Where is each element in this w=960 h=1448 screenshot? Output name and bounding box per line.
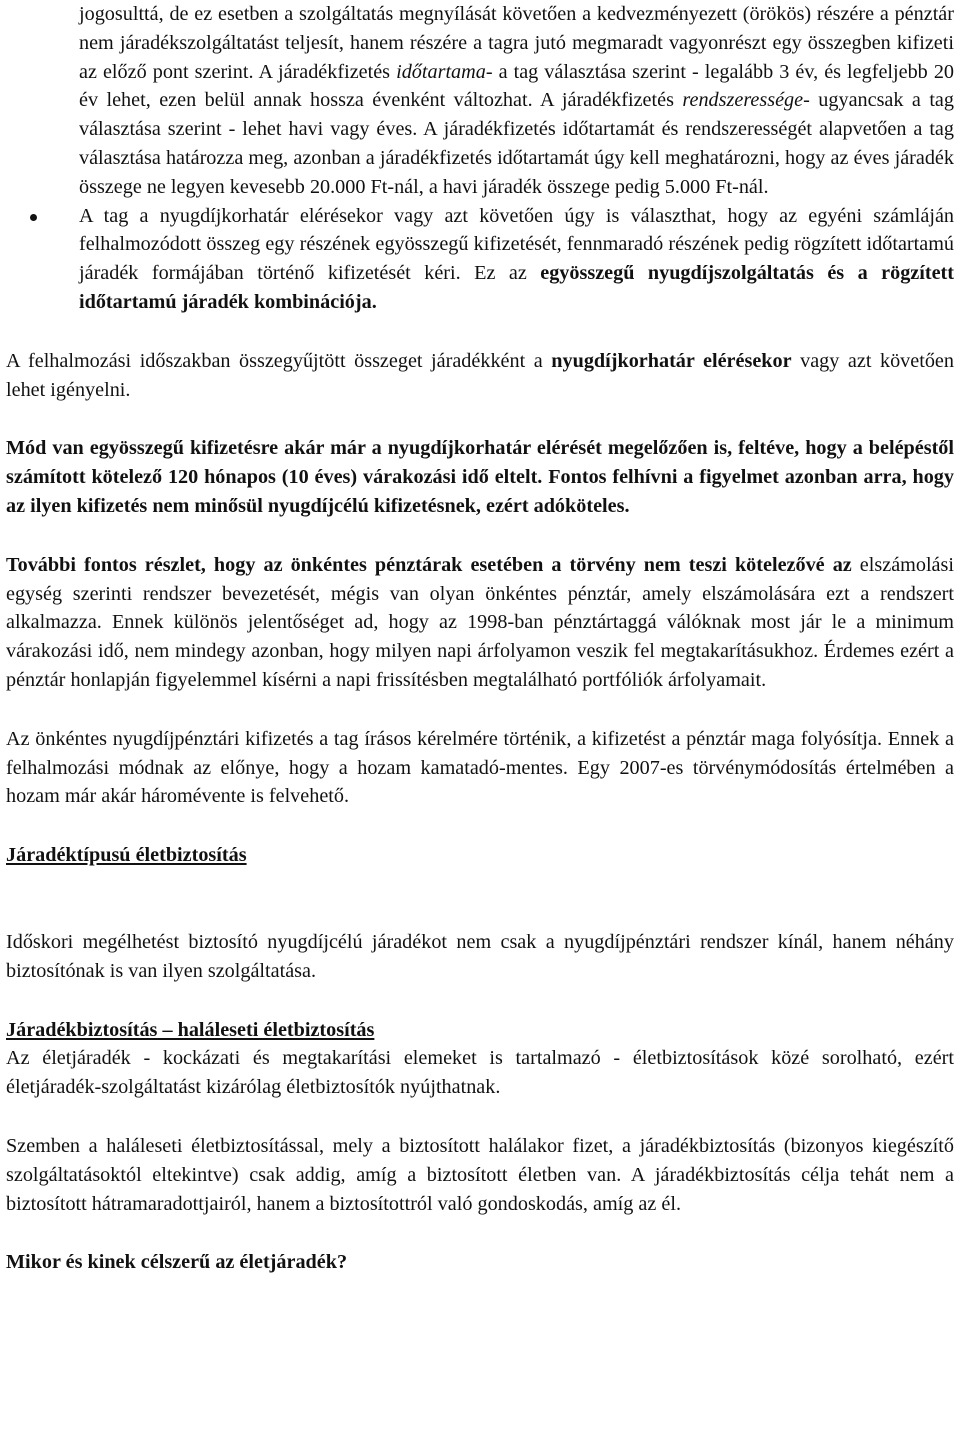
bullet-dot-icon (30, 214, 37, 221)
paragraph-voluntary-payment (6, 725, 954, 811)
paragraph-important-detail (6, 551, 954, 695)
bullet-item-text-b: - a tag választása szerint - legalább 3 év, és legfeljebb 20 év lehet, ezen belül annak hossza évenként változhat. A járadékfizetés (79, 60, 955, 112)
paragraph-contrast (6, 1132, 954, 1218)
paragraph-accumulation (6, 347, 954, 405)
bullet-item-bold: egyösszegű nyugdíjszolgáltatás és a rögzített időtartamú járadék kombinációja. (79, 262, 954, 313)
paragraph-text: Az életjáradék - kockázati és megtakarítási elemeket is tartalmazó - életbiztosítások közé sorolható, ezért életjáradék-szolgáltatást kizárólag életbiztosítók nyújthatnak. (6, 1047, 954, 1099)
bullet-item-text-a: jogosulttá, de ez esetben a szolgáltatás megnyílását követően a kedvezményezett (örökös) részére a pénztár nem járadékszolgáltatást teljesít, hanem részére a tagra jutó megmaradt vagyonrészt egy összegben kifizeti az előző pont szerint. A járadékfizetés (79, 3, 954, 83)
paragraph-text: Szemben a haláleseti életbiztosítással, mely a biztosított halálakor fizet, a járadékbiztosítás (bizonyos kiegészítő szolgáltatásoktól eltekintve) csak addig, amíg a biztosított életben van. A járadékbiztosítás célja tehát nem a biztosított hátramaradottjairól, hanem a biztosítottról való gondoskodás, amíg az él. (6, 1134, 954, 1215)
paragraph-bold: Mód van egyösszegű kifizetésre akár már a nyugdíjkorhatár elérését megelőzően is, feltéve, hogy a belépéstől számított kötelező 120 hónapos (10 éves) várakozási idő eltelt. Fontos felhívni a figyelmet azonban arra, hogy az ilyen kifizetés nem minősül nyugdíjcélú kifizetésnek, ezért adóköteles. (6, 437, 954, 517)
heading-text: Mikor és kinek célszerű az életjáradék? (6, 1251, 348, 1274)
subheading-annuity-vs-death (6, 1016, 954, 1045)
paragraph-life-annuity (6, 1044, 954, 1102)
paragraph-lump-sum (6, 434, 954, 520)
heading-text: Járadéktípusú életbiztosítás (6, 844, 247, 867)
subheading-when-whom (6, 1248, 954, 1277)
paragraph-text: Az önkéntes nyugdíjpénztári kifizetés a tag írásos kérelmére történik, a kifizetést a pénztár maga folyósítja. Ennek a felhalmozási módnak az előnye, hogy a hozam kamatadó-mentes. Egy 2007-es törvénymódosítás értelmében a hozam már akár háromévente is felvehető. (6, 727, 954, 808)
paragraph-bold: nyugdíjkorhatár elérésekor (551, 349, 792, 372)
italic-term-regularity: rendszeressége (682, 89, 804, 112)
bullet-item-text: A tag a nyugdíjkorhatár elérésekor vagy azt követően úgy is választhat, hogy az egyéni számláján felhalmozódott összeg egy részének egyösszegű kifizetését, fennmaradó részének pedig rögzített időtartamú járadék formájában történő kifizetését kéri. Ez az (79, 204, 954, 285)
paragraph-old-age-living (6, 928, 954, 986)
bullet-item-text-c: - ugyancsak a tag választása szerint - lehet havi vagy éves. A járadékfizetés időtartamát és rendszerességét alapvetően a tag választása határozza meg, azonban a járadékfizetés időtartamát úgy kell meghatározni, hogy az éves járadék összege ne legyen kevesebb 20.000 Ft-nál, a havi járadék összege pedig 5.000 Ft-nál. (79, 89, 954, 198)
paragraph-tail: vagy azt követően lehet igényelni. (6, 349, 954, 401)
paragraph-text: Időskori megélhetést biztosító nyugdíjcélú járadékot nem csak a nyugdíjpénztári rendszer kínál, hanem néhány biztosítónak is van ilyen szolgáltatása. (6, 930, 954, 982)
paragraph-text: elszámolási egység szerinti rendszer bevezetését, mégis van olyan önkéntes pénztár, amely elszámolására ezt a rendszert alkalmazza. Ennek különös jelentőséget ad, hogy az 1998-ban pénztártaggá válóknak most jár le a minimum várakozási idő, nem mindegy azonban, hogy milyen napi árfolyamon veszik fel megtakarításukhoz. Érdemes ezért a pénztár honlapján figyelemmel kísérni a napi frissítésben megtalálható portfóliók árfolyamait. (6, 553, 954, 691)
heading-text: Járadékbiztosítás – haláleseti életbiztosítás (6, 1018, 375, 1041)
bullet-item-combination (79, 202, 954, 317)
section-heading-annuity-insurance (6, 841, 954, 870)
paragraph-bold: További fontos részlet, hogy az önkéntes pénztárak esetében a törvény nem teszi kötelezővé az (6, 553, 852, 576)
bullet-list (6, 0, 954, 317)
paragraph-text: A felhalmozási időszakban összegyűjtött összeget járadékként a (6, 349, 552, 372)
italic-term-duration: időtartama (396, 60, 486, 83)
bullet-item-annuity-duration (79, 0, 954, 202)
